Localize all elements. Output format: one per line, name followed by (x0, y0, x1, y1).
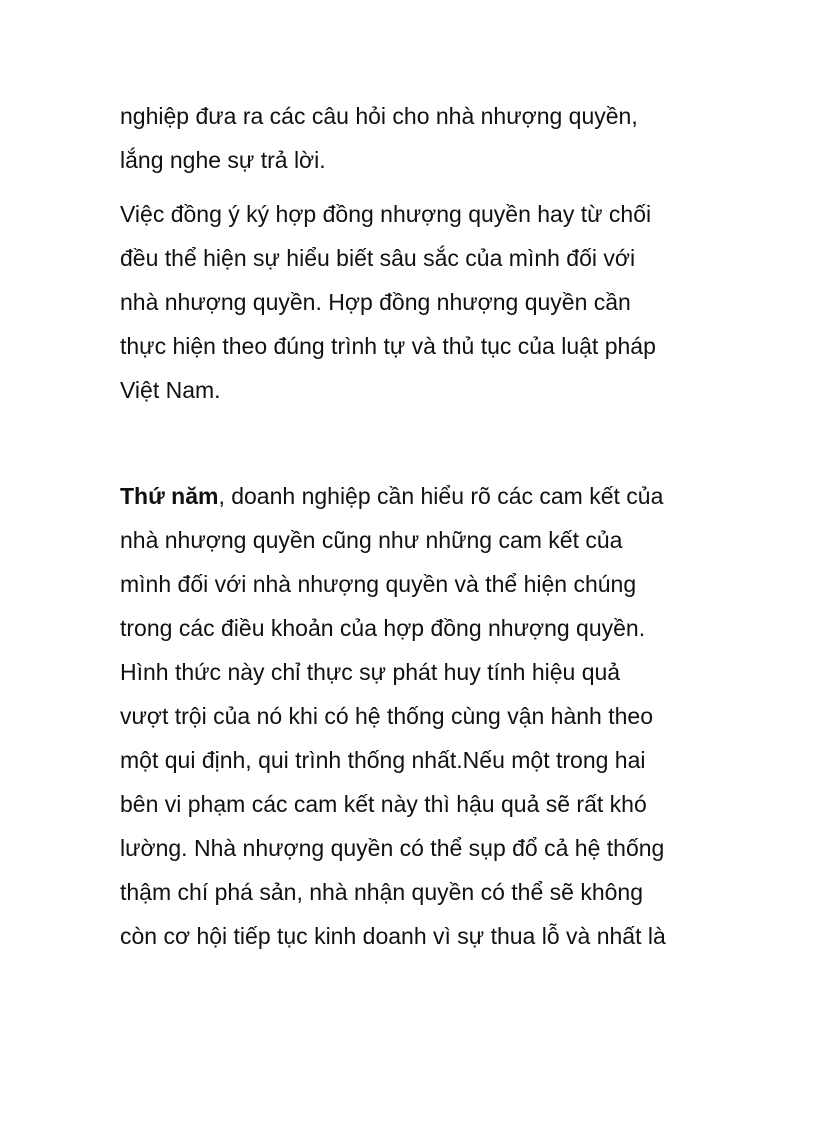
paragraph-3-line-4: trong các điều khoản của hợp đồng nhượng quyền. (120, 615, 646, 641)
paragraph-2-line-2: đều thể hiện sự hiểu biết sâu sắc của mình đối với (120, 245, 636, 271)
paragraph-3-line-5: Hình thức này chỉ thực sự phát huy tính hiệu quả (120, 659, 621, 685)
paragraph-3-line-1-rest: , doanh nghiệp cần hiểu rõ các cam kết của (218, 483, 664, 509)
section-lead-bold: Thứ năm (120, 483, 219, 509)
paragraph-3-line-7: một qui định, qui trình thống nhất.Nếu một trong hai (120, 747, 646, 773)
paragraph-3-line-3: mình đối với nhà nhượng quyền và thể hiện chúng (120, 571, 637, 597)
paragraph-3-line-9: lường. Nhà nhượng quyền có thể sụp đổ cả hệ thống (120, 835, 665, 861)
paragraph-3-line-1 (120, 481, 663, 511)
paragraph-3-line-10: thậm chí phá sản, nhà nhận quyền có thể sẽ không (120, 879, 643, 905)
paragraph-3-line-6: vượt trội của nó khi có hệ thống cùng vận hành theo (120, 703, 653, 729)
paragraph-3-line-8: bên vi phạm các cam kết này thì hậu quả sẽ rất khó (120, 791, 647, 817)
paragraph-1-line-1: nghiệp đưa ra các câu hỏi cho nhà nhượng quyền, (120, 103, 638, 129)
paragraph-3-line-11: còn cơ hội tiếp tục kinh doanh vì sự thua lỗ và nhất là (120, 923, 666, 949)
paragraph-2-line-3: nhà nhượng quyền. Hợp đồng nhượng quyền cần (120, 289, 631, 315)
paragraph-1-line-2: lắng nghe sự trả lời. (120, 147, 326, 173)
paragraph-2-line-4: thực hiện theo đúng trình tự và thủ tục của luật pháp (120, 333, 656, 359)
paragraph-3-line-2: nhà nhượng quyền cũng như những cam kết của (120, 527, 623, 553)
paragraph-2-line-1: Việc đồng ý ký hợp đồng nhượng quyền hay từ chối (120, 201, 652, 227)
paragraph-2-line-5: Việt Nam. (120, 377, 221, 403)
